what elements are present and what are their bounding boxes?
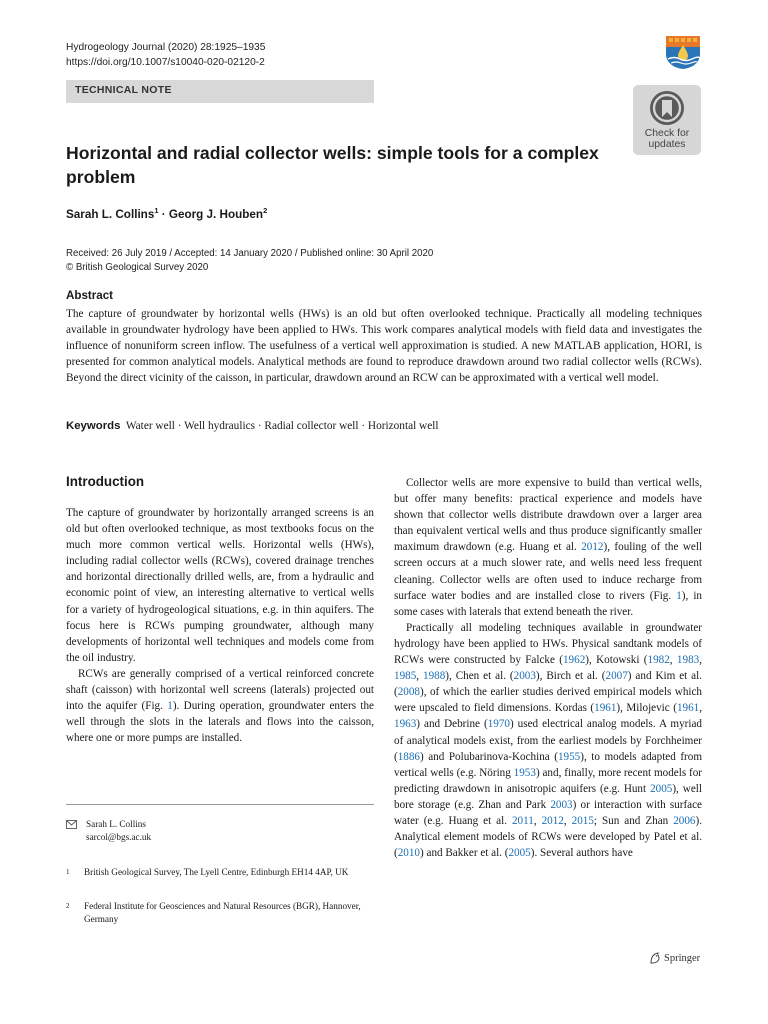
paragraph-text: ) and Kim et al. (	[394, 670, 702, 699]
paragraph-text: ,	[669, 654, 677, 667]
keywords-list: Water well · Well hydraulics · Radial collector well · Horizontal well	[125, 420, 439, 432]
abstract-heading: Abstract	[66, 289, 114, 302]
citation-link[interactable]: 2012	[581, 541, 604, 554]
citation-link[interactable]: 2005	[650, 782, 673, 795]
paragraph-text: ), to models adapted from vertical wells (e.g. Nöring	[394, 750, 702, 779]
paragraph-text: ,	[416, 670, 424, 683]
paragraph-text: ) or interaction with surface water (e.g. Huang et al.	[394, 798, 703, 827]
body-column-left	[66, 505, 374, 746]
section-label-bar	[66, 80, 374, 103]
paragraph-text: ) and Debrine (	[416, 718, 488, 731]
springer-horse-icon	[649, 952, 661, 964]
paragraph: Collector wells are more expensive to build than vertical wells, but offer many benefits: practical experience and models have shown that collector wells distribute drawdown over a larger area than equivalent vertical wells and thus produce significantly smaller maximum drawdown (e.g. Huang et al. 2012), fouling of the well screen occurs at a much slower rate, and wells need less frequent cleaning. Collector wells are often used to induce recharge from surface water bodies and are installed close to rivers (Fig. 1), in some cases with laterals that extend beneath the river.	[394, 477, 703, 618]
citation-link[interactable]: 1886	[397, 750, 420, 763]
citation-link[interactable]: 2003	[550, 798, 573, 811]
citation-link[interactable]: 2007	[605, 670, 628, 683]
citation-link[interactable]: 2005	[508, 847, 531, 860]
footnote-divider	[66, 804, 374, 805]
affiliation-text: Federal Institute for Geosciences and Natural Resources (BGR), Hannover, Germany	[84, 901, 361, 924]
author-separator: ·	[158, 207, 169, 221]
paragraph-text: ; Sun and Zhan	[593, 814, 674, 827]
paper-title: Horizontal and radial collector wells: simple tools for a complex problem	[66, 143, 599, 187]
affiliation-number: 2	[66, 902, 70, 910]
copyright-notice: © British Geological Survey 2020	[66, 262, 209, 273]
affiliation-1	[66, 866, 374, 894]
doi-link[interactable]: https://doi.org/10.1007/s10040-020-02120-2	[66, 57, 265, 68]
affiliation-marker: 2	[263, 206, 268, 215]
paragraph-text: ). Several authors have	[530, 847, 633, 860]
affiliation-text: British Geological Survey, The Lyell Centre, Edinburgh EH14 4AP, UK	[84, 867, 349, 877]
keywords	[66, 418, 439, 434]
paragraph-text: ) used electrical analog models. A myriad of analytical models exist, from the earliest models by Forchheimer (	[394, 718, 702, 763]
paragraph-text: ) and, finally, more recent models for predicting drawdown in anisotropic aquifers (e.g. Hunt	[394, 766, 702, 795]
citation-link[interactable]: 2008	[397, 686, 420, 699]
citation-link[interactable]: 1955	[557, 750, 581, 763]
citation-link[interactable]: 2010	[397, 847, 420, 860]
affiliation-number: 1	[66, 868, 70, 876]
section-heading-introduction: Introduction	[66, 474, 145, 489]
citation-link[interactable]: 1962	[562, 654, 586, 667]
journal-logo-icon	[664, 32, 702, 70]
paragraph	[394, 620, 702, 861]
author-name[interactable]: Sarah L. Collins	[66, 207, 155, 221]
paragraph-text: ) and Polubarinova-Kochina (	[420, 750, 558, 763]
citation-link[interactable]: 1985	[394, 670, 417, 683]
figure-link[interactable]: 1	[167, 700, 173, 713]
citation-link[interactable]: 2006	[673, 814, 696, 827]
paragraph-text: ,	[699, 654, 702, 667]
paragraph-text: ), well bore storage (e.g. Zhan and Park	[394, 782, 702, 811]
section-label: TECHNICAL NOTE	[75, 84, 172, 96]
keywords-label: Keywords	[66, 420, 121, 432]
paragraph-text: ) and Bakker et al. (	[420, 847, 509, 860]
paragraph-text: Practically all modeling techniques available in groundwater hydrology have been applied to HWs. Physical sandtank models of RCWs were constructed by Falcke (	[394, 621, 702, 667]
paragraph-text: ). Analytical element models of RCWs were developed by Patel et al. (	[394, 814, 702, 860]
citation-link[interactable]: 2011	[511, 814, 534, 827]
publication-dates: Received: 26 July 2019 / Accepted: 14 January 2020 / Published online: 30 April 2020	[66, 248, 434, 259]
publisher-name: Springer	[664, 952, 701, 964]
journal-citation: Hydrogeology Journal (2020) 28:1925–1935	[66, 42, 266, 53]
envelope-icon	[66, 820, 77, 829]
check-updates-text-2: updates	[648, 139, 686, 150]
affiliation-2	[66, 900, 374, 928]
citation-link[interactable]: 1961	[676, 702, 700, 715]
paragraph-text: ,	[563, 814, 572, 827]
abstract-body: The capture of groundwater by horizontal wells (HWs) is an old but often overlooked technique. Practically all modeling techniques available in groundwater hydrology have been applied to HWs. This work compares analytical models with field data and investigates the influence of nonuniform screen inflow. The usefulness of a vertical well approximation is studied. A new MATLAB application, HORI, is presented for common analytical models. Analytical methods are found to reproduce drawdown around two radial collector wells (RCWs). Beyond the direct vicinity of the caisson, in particular, drawdown around an RCW can be approximated with a vertical well model.	[66, 308, 702, 385]
paragraph: The capture of groundwater by horizontally arranged screens is an old but often overlooked technique, as most textbooks focus on the much more common vertical wells. Horizontal wells (HWs), including radial collector wells (RCWs), covered drainage trenches and horizontal directionally drilled wells, are, from a hydraulic and economic point of view, an interesting alternative to vertical wells for a variety of hydrogeological situations, e.g. in thin aquifers. The focus here is RCWs pumping groundwater, although many developments of horizontal well techniques and models come from the oil industry.	[66, 507, 374, 664]
author-name[interactable]: Georg J. Houben	[168, 207, 264, 221]
check-for-updates-button[interactable]	[633, 85, 701, 155]
citation-link[interactable]: 1961	[594, 702, 617, 715]
paragraph: RCWs are generally comprised of a vertical reinforced concrete shaft (caisson) with horizontal well screens (laterals) projected out into the aquifer (Fig. 1). During operation, groundwater enters the well through the slots in the laterals and flows into the caisson, where one or more pumps are installed.	[66, 667, 375, 745]
paragraph-text: ), Birch et al. (	[535, 670, 606, 683]
citation-link[interactable]: 1988	[423, 670, 446, 683]
citation-link[interactable]: 1963	[394, 718, 417, 731]
citation-link[interactable]: 1953	[513, 766, 536, 779]
paragraph-text: ,	[699, 702, 703, 715]
paragraph-text: ), Milojevic (	[616, 702, 677, 715]
author-list	[66, 206, 267, 221]
body-column-right	[394, 475, 702, 861]
citation-link[interactable]: 2015	[571, 814, 594, 827]
citation-link[interactable]: 1982	[647, 654, 670, 667]
citation-link[interactable]: 1983	[676, 654, 700, 667]
corresponding-author-email[interactable]: sarcol@bgs.ac.uk	[86, 832, 152, 842]
figure-link[interactable]: 1	[676, 589, 682, 602]
paragraph-text: ), of which the earlier studies derived empirical models which were upscaled to field dimensions. Kordas (	[394, 686, 702, 715]
paragraph-text: ), Chen et al. (	[445, 670, 514, 683]
paragraph-text: ), Kotowski (	[585, 654, 648, 667]
citation-link[interactable]: 1970	[487, 718, 510, 731]
check-updates-text-1: Check for	[644, 128, 690, 139]
publisher-logo	[649, 952, 700, 964]
affiliation-marker: 1	[154, 206, 159, 215]
citation-link[interactable]: 2003	[513, 670, 536, 683]
corresponding-author-name: Sarah L. Collins	[86, 819, 146, 829]
check-updates-icon	[649, 90, 685, 126]
citation-link[interactable]: 2012	[541, 814, 564, 827]
paragraph-text: ,	[533, 814, 542, 827]
